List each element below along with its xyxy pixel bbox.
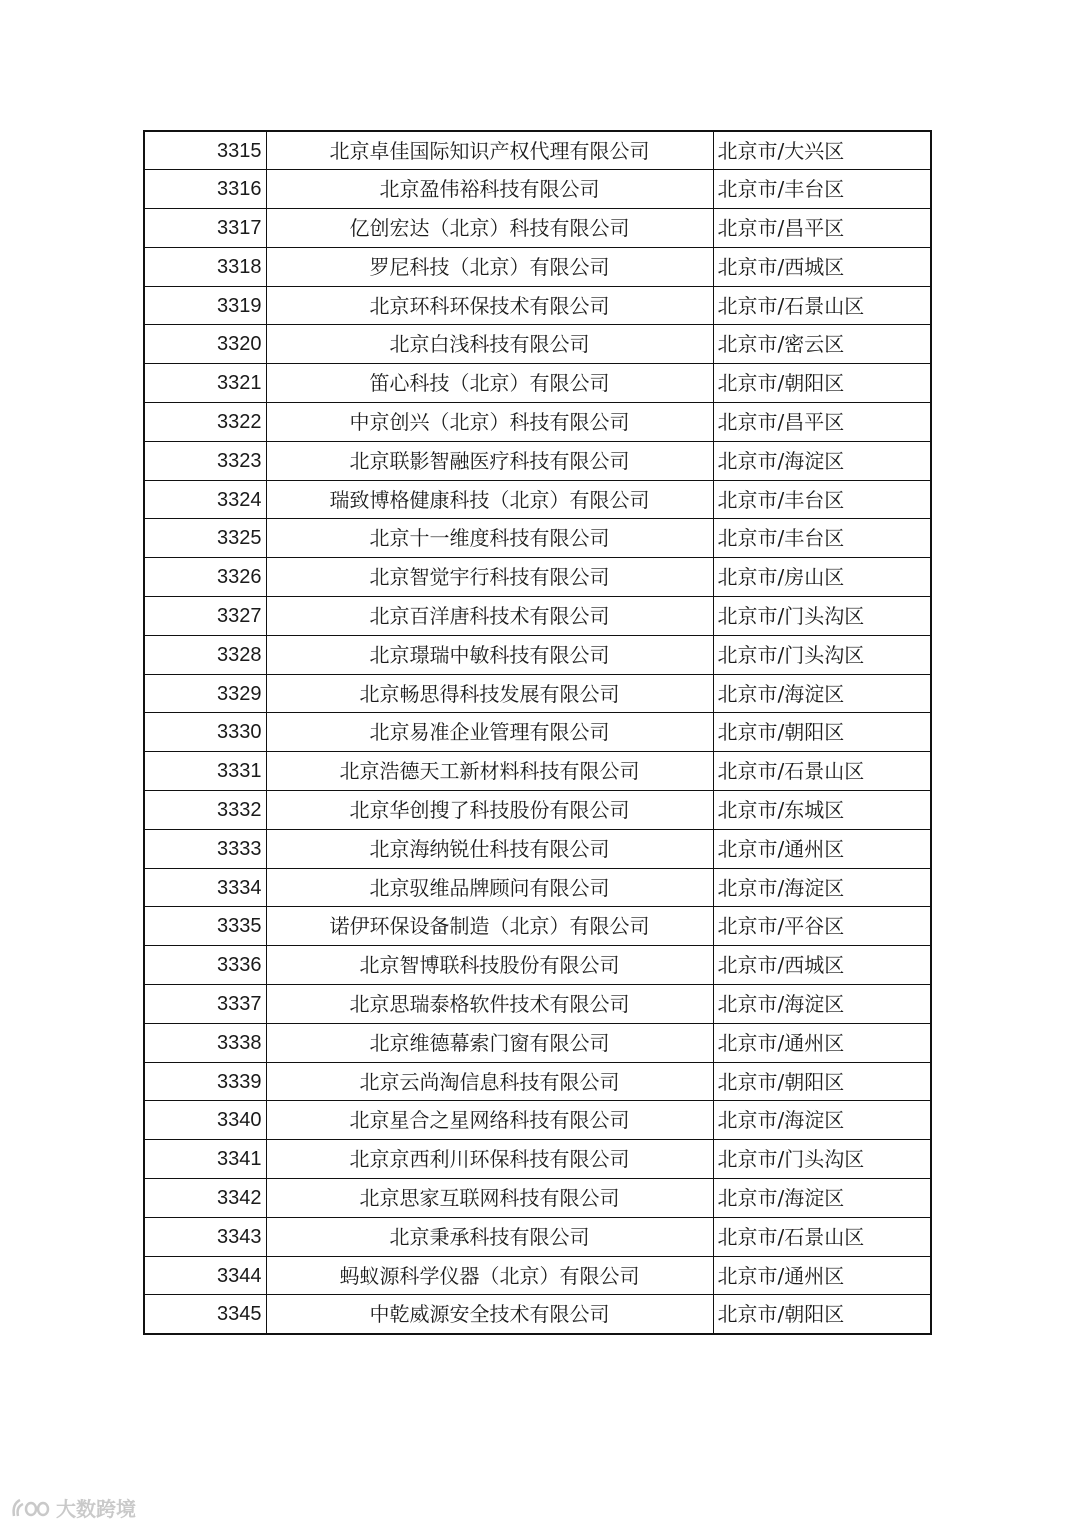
company-name-cell: 北京易准企业管理有限公司: [266, 713, 713, 752]
district-cell: 北京市/大兴区: [713, 131, 931, 170]
district-cell: 北京市/朝阳区: [713, 364, 931, 403]
row-number-cell: 3338: [144, 1023, 266, 1062]
table-row: [144, 1217, 931, 1256]
row-number-cell: 3342: [144, 1179, 266, 1218]
row-number-cell: 3335: [144, 907, 266, 946]
district-cell: 北京市/丰台区: [713, 519, 931, 558]
row-number-cell: 3318: [144, 247, 266, 286]
company-name-cell: 北京秉承科技有限公司: [266, 1217, 713, 1256]
company-name-cell: 北京思瑞泰格软件技术有限公司: [266, 985, 713, 1024]
row-number-cell: 3336: [144, 946, 266, 985]
company-name-cell: 北京智觉宇行科技有限公司: [266, 558, 713, 597]
district-cell: 北京市/平谷区: [713, 907, 931, 946]
table-row: [144, 791, 931, 830]
row-number-cell: 3325: [144, 519, 266, 558]
table-row: [144, 1101, 931, 1140]
row-number-cell: 3327: [144, 597, 266, 636]
district-cell: 北京市/门头沟区: [713, 1140, 931, 1179]
row-number-cell: 3340: [144, 1101, 266, 1140]
district-cell: 北京市/海淀区: [713, 1101, 931, 1140]
district-cell: 北京市/海淀区: [713, 674, 931, 713]
district-cell: 北京市/丰台区: [713, 480, 931, 519]
row-number-cell: 3345: [144, 1295, 266, 1334]
table-row: [144, 713, 931, 752]
district-cell: 北京市/海淀区: [713, 1179, 931, 1218]
table-row: [144, 635, 931, 674]
company-name-cell: 亿创宏达（北京）科技有限公司: [266, 209, 713, 248]
district-cell: 北京市/昌平区: [713, 403, 931, 442]
district-cell: 北京市/通州区: [713, 829, 931, 868]
row-number-cell: 3315: [144, 131, 266, 170]
table-row: [144, 1023, 931, 1062]
table-row: [144, 868, 931, 907]
table-row: [144, 985, 931, 1024]
district-cell: 北京市/东城区: [713, 791, 931, 830]
row-number-cell: 3319: [144, 286, 266, 325]
table-row: [144, 597, 931, 636]
company-name-cell: 北京卓佳国际知识产权代理有限公司: [266, 131, 713, 170]
company-name-cell: 蚂蚁源科学仪器（北京）有限公司: [266, 1256, 713, 1295]
row-number-cell: 3332: [144, 791, 266, 830]
company-name-cell: 罗尼科技（北京）有限公司: [266, 247, 713, 286]
company-name-cell: 北京百洋唐科技术有限公司: [266, 597, 713, 636]
table-row: [144, 131, 931, 170]
company-name-cell: 诺伊环保设备制造（北京）有限公司: [266, 907, 713, 946]
district-cell: 北京市/通州区: [713, 1023, 931, 1062]
district-cell: 北京市/门头沟区: [713, 635, 931, 674]
company-name-cell: 北京畅思得科技发展有限公司: [266, 674, 713, 713]
row-number-cell: 3329: [144, 674, 266, 713]
watermark-logo-icon: [10, 1496, 52, 1520]
row-number-cell: 3322: [144, 403, 266, 442]
row-number-cell: 3323: [144, 441, 266, 480]
company-name-cell: 北京华创搜了科技股份有限公司: [266, 791, 713, 830]
company-name-cell: 北京十一维度科技有限公司: [266, 519, 713, 558]
company-name-cell: 北京联影智融医疗科技有限公司: [266, 441, 713, 480]
district-cell: 北京市/门头沟区: [713, 597, 931, 636]
company-name-cell: 北京云尚淘信息科技有限公司: [266, 1062, 713, 1101]
row-number-cell: 3331: [144, 752, 266, 791]
table-row: [144, 364, 931, 403]
company-name-cell: 北京盈伟裕科技有限公司: [266, 170, 713, 209]
district-cell: 北京市/朝阳区: [713, 713, 931, 752]
table-row: [144, 403, 931, 442]
table-row: [144, 1140, 931, 1179]
row-number-cell: 3316: [144, 170, 266, 209]
table-row: [144, 170, 931, 209]
watermark: [10, 1493, 136, 1522]
company-name-cell: 北京京西利川环保科技有限公司: [266, 1140, 713, 1179]
company-name-cell: 北京浩德天工新材料科技有限公司: [266, 752, 713, 791]
district-cell: 北京市/石景山区: [713, 286, 931, 325]
company-name-cell: 北京智博联科技股份有限公司: [266, 946, 713, 985]
district-cell: 北京市/昌平区: [713, 209, 931, 248]
district-cell: 北京市/西城区: [713, 946, 931, 985]
table-row: [144, 1062, 931, 1101]
table-row: [144, 752, 931, 791]
table-row: [144, 480, 931, 519]
company-name-cell: 瑞致博格健康科技（北京）有限公司: [266, 480, 713, 519]
row-number-cell: 3317: [144, 209, 266, 248]
company-list-table: [143, 130, 932, 1335]
table-row: [144, 209, 931, 248]
table-row: [144, 674, 931, 713]
row-number-cell: 3344: [144, 1256, 266, 1295]
watermark-text: 大数跨境: [56, 1497, 136, 1521]
row-number-cell: 3337: [144, 985, 266, 1024]
district-cell: 北京市/海淀区: [713, 441, 931, 480]
table-row: [144, 1179, 931, 1218]
table-row: [144, 247, 931, 286]
table-row: [144, 829, 931, 868]
company-name-cell: 北京璟瑞中敏科技有限公司: [266, 635, 713, 674]
row-number-cell: 3334: [144, 868, 266, 907]
table-row: [144, 946, 931, 985]
table-row: [144, 558, 931, 597]
row-number-cell: 3321: [144, 364, 266, 403]
row-number-cell: 3330: [144, 713, 266, 752]
company-name-cell: 笛心科技（北京）有限公司: [266, 364, 713, 403]
table-row: [144, 286, 931, 325]
district-cell: 北京市/海淀区: [713, 868, 931, 907]
company-name-cell: 北京思家互联网科技有限公司: [266, 1179, 713, 1218]
table-row: [144, 1295, 931, 1334]
district-cell: 北京市/房山区: [713, 558, 931, 597]
district-cell: 北京市/通州区: [713, 1256, 931, 1295]
row-number-cell: 3339: [144, 1062, 266, 1101]
table-row: [144, 519, 931, 558]
district-cell: 北京市/石景山区: [713, 752, 931, 791]
table-row: [144, 1256, 931, 1295]
row-number-cell: 3320: [144, 325, 266, 364]
table-row: [144, 907, 931, 946]
row-number-cell: 3324: [144, 480, 266, 519]
company-name-cell: 北京海纳锐仕科技有限公司: [266, 829, 713, 868]
district-cell: 北京市/丰台区: [713, 170, 931, 209]
row-number-cell: 3343: [144, 1217, 266, 1256]
row-number-cell: 3326: [144, 558, 266, 597]
row-number-cell: 3328: [144, 635, 266, 674]
company-name-cell: 北京环科环保技术有限公司: [266, 286, 713, 325]
district-cell: 北京市/海淀区: [713, 985, 931, 1024]
row-number-cell: 3341: [144, 1140, 266, 1179]
company-name-cell: 北京星合之星网络科技有限公司: [266, 1101, 713, 1140]
district-cell: 北京市/西城区: [713, 247, 931, 286]
row-number-cell: 3333: [144, 829, 266, 868]
district-cell: 北京市/朝阳区: [713, 1295, 931, 1334]
company-name-cell: 中京创兴（北京）科技有限公司: [266, 403, 713, 442]
table-row: [144, 441, 931, 480]
district-cell: 北京市/朝阳区: [713, 1062, 931, 1101]
district-cell: 北京市/密云区: [713, 325, 931, 364]
company-name-cell: 北京维德幕索门窗有限公司: [266, 1023, 713, 1062]
company-name-cell: 中乾威源安全技术有限公司: [266, 1295, 713, 1334]
district-cell: 北京市/石景山区: [713, 1217, 931, 1256]
company-list-body: [144, 131, 931, 1334]
company-name-cell: 北京白浅科技有限公司: [266, 325, 713, 364]
table-row: [144, 325, 931, 364]
company-name-cell: 北京驭维品牌顾问有限公司: [266, 868, 713, 907]
